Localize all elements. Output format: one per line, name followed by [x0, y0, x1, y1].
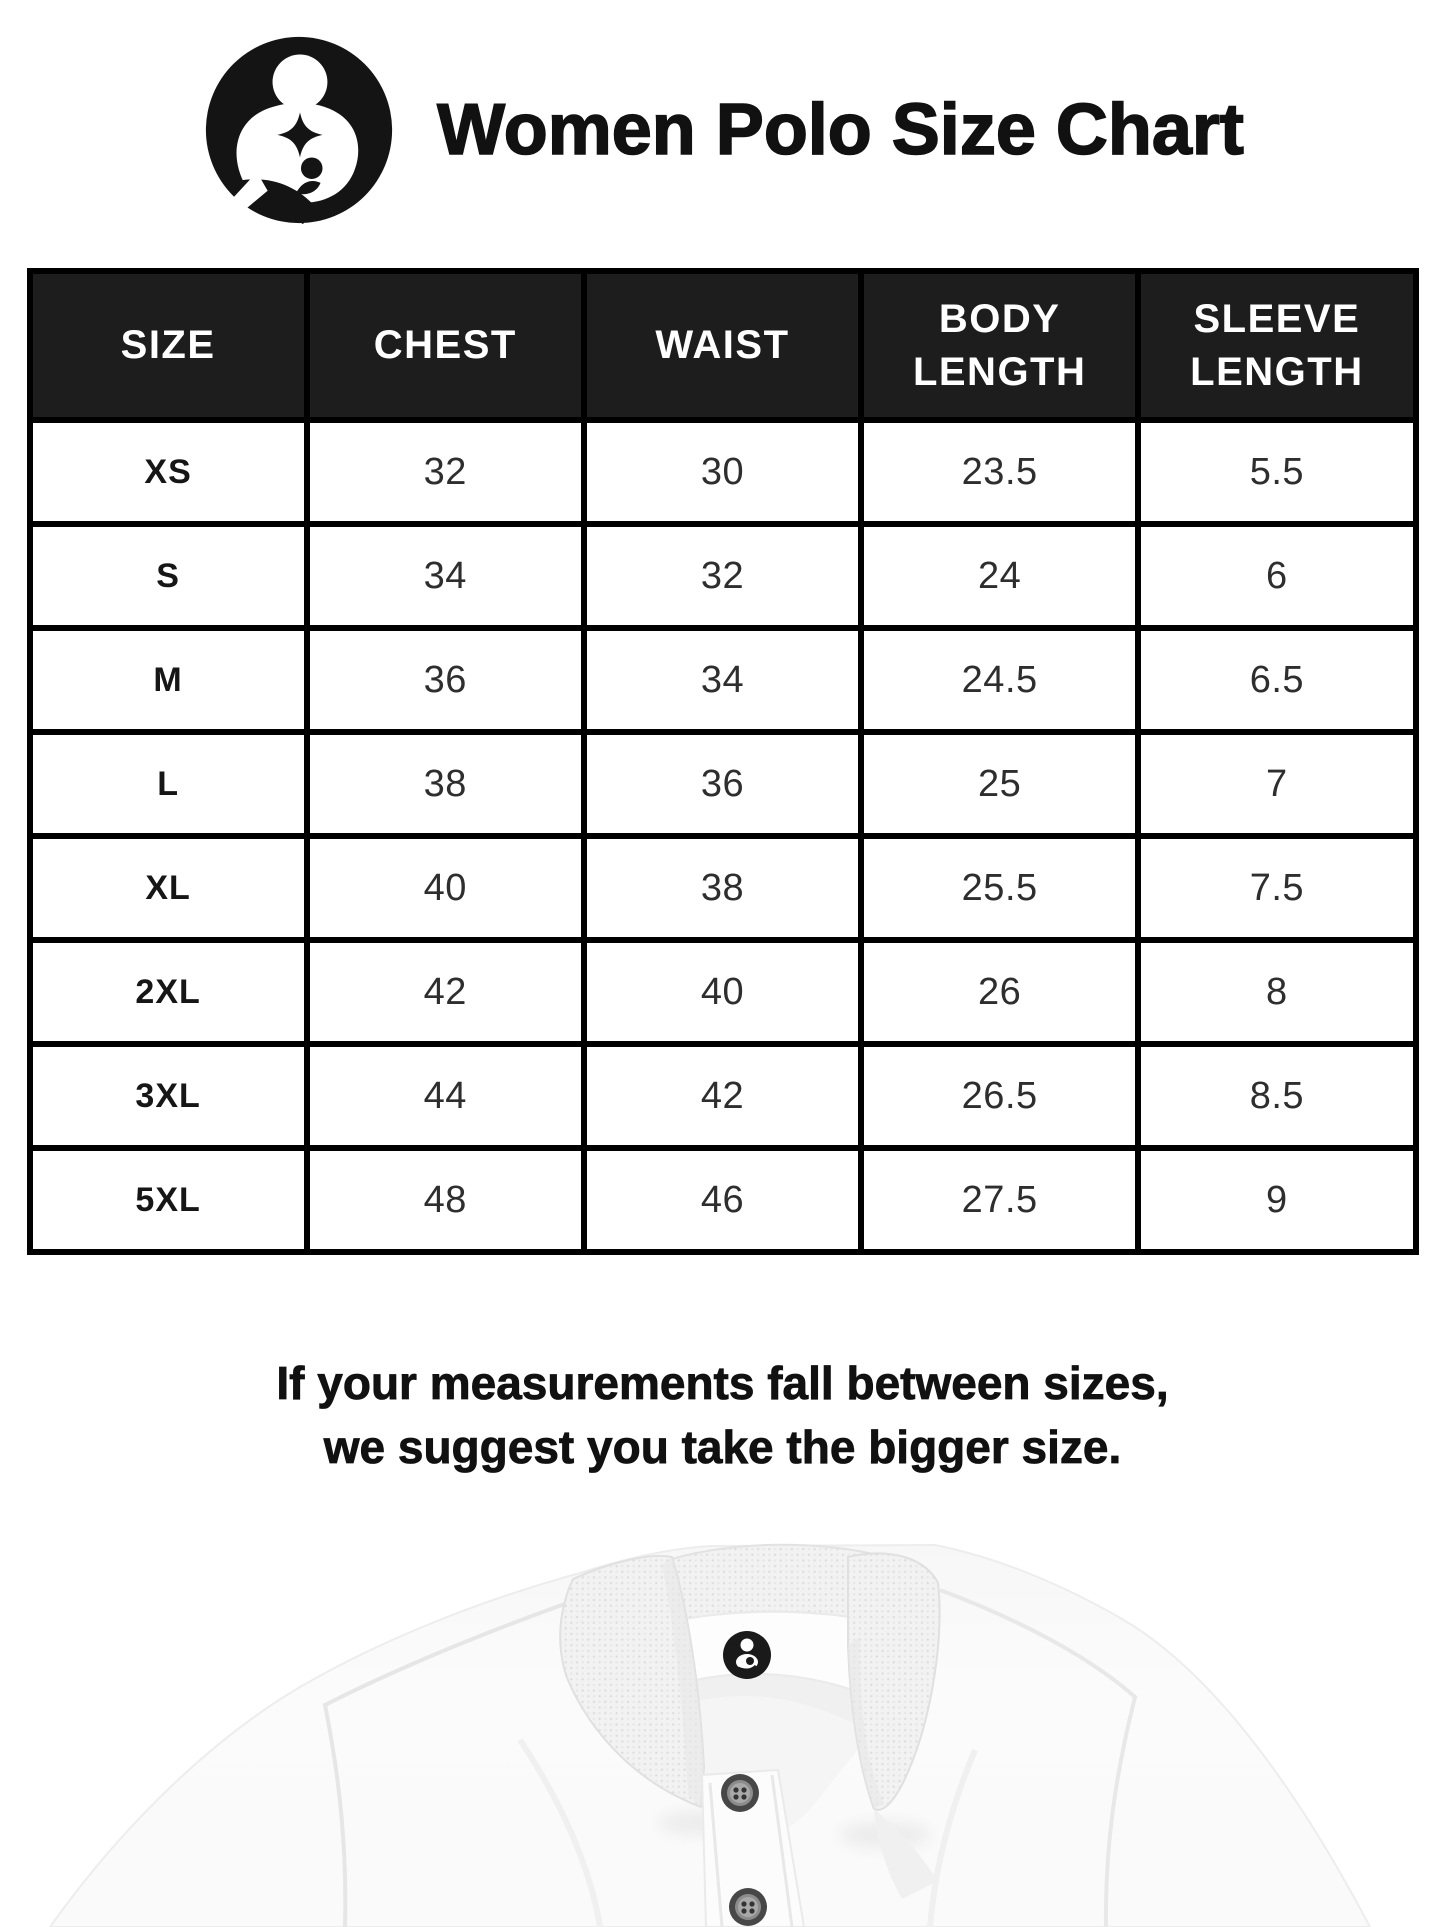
size-cell: XL	[30, 836, 307, 940]
chest-cell: 34	[307, 524, 584, 628]
size-cell: XS	[30, 420, 307, 524]
table-row	[30, 940, 1416, 1044]
note-line1: If your measurements fall between sizes,	[276, 1357, 1169, 1409]
table-row	[30, 1148, 1416, 1252]
chest-cell: 36	[307, 628, 584, 732]
waist-cell: 36	[584, 732, 861, 836]
table-row	[30, 420, 1416, 524]
size-table	[27, 268, 1419, 1255]
chart-header	[0, 0, 1445, 216]
chest-cell: 42	[307, 940, 584, 1044]
sleeve-length-cell: 6	[1138, 524, 1415, 628]
sleeve-length-cell: 8.5	[1138, 1044, 1415, 1148]
body-length-cell: 24	[861, 524, 1138, 628]
size-table-head	[30, 271, 1416, 420]
sleeve-length-cell: 6.5	[1138, 628, 1415, 732]
size-cell: L	[30, 732, 307, 836]
collar-tag-mother-child-icon	[723, 1631, 771, 1679]
column-header-sleeve-length: SLEEVE LENGTH	[1138, 271, 1415, 420]
table-row	[30, 628, 1416, 732]
size-cell: 5XL	[30, 1148, 307, 1252]
table-row	[30, 732, 1416, 836]
waist-cell: 42	[584, 1044, 861, 1148]
sleeve-length-cell: 5.5	[1138, 420, 1415, 524]
sleeve-length-cell: 7.5	[1138, 836, 1415, 940]
column-header-body-length: BODY LENGTH	[861, 271, 1138, 420]
column-header-waist: WAIST	[584, 271, 861, 420]
waist-cell: 30	[584, 420, 861, 524]
waist-cell: 40	[584, 940, 861, 1044]
waist-cell: 32	[584, 524, 861, 628]
placket-button-bottom	[729, 1888, 767, 1926]
waist-cell: 38	[584, 836, 861, 940]
chest-cell: 48	[307, 1148, 584, 1252]
column-header-chest: CHEST	[307, 271, 584, 420]
body-length-cell: 24.5	[861, 628, 1138, 732]
size-cell: 3XL	[30, 1044, 307, 1148]
waist-cell: 46	[584, 1148, 861, 1252]
size-cell: 2XL	[30, 940, 307, 1044]
size-note	[0, 1351, 1445, 1480]
polo-shirt-image	[0, 1535, 1445, 1927]
placket-button-top	[721, 1774, 759, 1812]
note-line2: we suggest you take the bigger size.	[323, 1421, 1122, 1474]
chest-cell: 38	[307, 732, 584, 836]
size-cell: S	[30, 524, 307, 628]
body-length-cell: 23.5	[861, 420, 1138, 524]
chest-cell: 40	[307, 836, 584, 940]
table-row	[30, 836, 1416, 940]
sleeve-length-cell: 7	[1138, 732, 1415, 836]
sleeve-length-cell: 9	[1138, 1148, 1415, 1252]
chest-cell: 44	[307, 1044, 584, 1148]
page-title: Women Polo Size Chart	[437, 90, 1244, 170]
table-row	[30, 1044, 1416, 1148]
body-length-cell: 26.5	[861, 1044, 1138, 1148]
size-table-body	[30, 420, 1416, 1252]
size-cell: M	[30, 628, 307, 732]
body-length-cell: 25.5	[861, 836, 1138, 940]
body-length-cell: 26	[861, 940, 1138, 1044]
waist-cell: 34	[584, 628, 861, 732]
chest-cell: 32	[307, 420, 584, 524]
brand-mother-child-icon	[201, 32, 397, 228]
table-header-row	[30, 271, 1416, 420]
column-header-size: SIZE	[30, 271, 307, 420]
sleeve-length-cell: 8	[1138, 940, 1415, 1044]
body-length-cell: 27.5	[861, 1148, 1138, 1252]
table-row	[30, 524, 1416, 628]
white-polo-shirt-collar-photo	[0, 1535, 1445, 1927]
body-length-cell: 25	[861, 732, 1138, 836]
